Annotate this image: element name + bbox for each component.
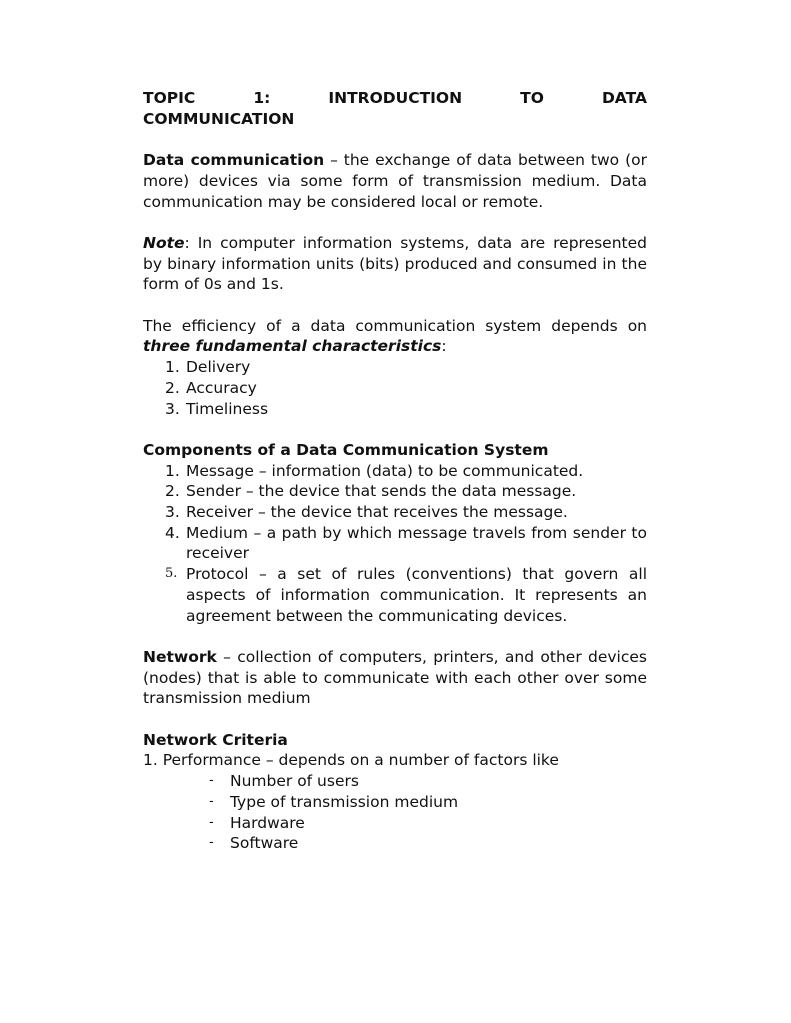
list-item: [143, 564, 647, 626]
list-item: [143, 399, 647, 420]
network-criteria-heading: Network Criteria: [143, 730, 288, 749]
document-page: [143, 88, 647, 854]
note-paragraph: [143, 233, 647, 295]
list-number: 4.: [165, 523, 180, 542]
components-heading: Components of a Data Communication System: [143, 440, 549, 459]
title-word: DATA: [601, 89, 647, 107]
page-title: [143, 88, 647, 129]
title-line-2: COMMUNICATION: [143, 109, 295, 128]
list-item: [143, 357, 647, 378]
list-number: 3.: [165, 399, 180, 418]
list-item-text: Software: [230, 834, 299, 853]
network-term: Network: [143, 647, 217, 666]
dash-bullet: -: [209, 814, 214, 830]
list-item-text: Type of transmission medium: [230, 792, 459, 811]
title-word: TOPIC: [143, 89, 196, 107]
efficiency-text: The efficiency of a data communication system depends on: [143, 316, 647, 335]
dash-bullet: -: [209, 793, 214, 809]
list-item-text: Medium – a path by which message travels from sender to receiver: [186, 523, 647, 563]
title-word: TO: [520, 89, 544, 107]
list-item-text: Timeliness: [186, 399, 269, 418]
note-text: : In computer information systems, data are represented by binary information units (bits) produced and consumed in the form of 0s and 1s.: [143, 233, 647, 294]
list-item-text: Protocol – a set of rules (conventions) that govern all aspects of information communication. It represents an agreement between the communicating devices.: [186, 565, 647, 625]
list-item-text: Accuracy: [186, 378, 257, 397]
list-number: 5.: [165, 566, 178, 582]
data-communication-text: – the exchange of data between two (or more) devices via some form of transmission medium. Data communication may be considered local or remote.: [143, 151, 647, 211]
list-item-text: Delivery: [186, 358, 251, 377]
note-term: Note: [143, 233, 185, 252]
network-text: – collection of computers, printers, and other devices (nodes) that is able to communicate with each other over some transmission medium: [143, 647, 647, 708]
list-number: 1.: [165, 358, 180, 377]
performance-factors-list: [143, 771, 647, 854]
title-word: 1:: [253, 89, 271, 107]
list-number: 3.: [165, 503, 180, 521]
efficiency-suffix: :: [441, 337, 447, 356]
list-number: 1.: [165, 461, 180, 480]
list-number: 2.: [165, 378, 180, 397]
list-item-text: Sender – the device that sends the data message.: [186, 482, 577, 501]
list-item-text: Hardware: [230, 813, 305, 832]
characteristics-list: [143, 357, 647, 419]
list-item: [143, 461, 647, 482]
list-item: [143, 502, 647, 523]
list-item: [143, 792, 647, 813]
title-word: INTRODUCTION: [328, 89, 463, 107]
data-communication-definition: [143, 150, 647, 212]
network-definition: [143, 647, 647, 709]
list-item-text: Number of users: [230, 772, 359, 791]
list-item: [143, 523, 647, 564]
dash-bullet: -: [209, 773, 214, 789]
list-item: [143, 378, 647, 399]
dash-bullet: -: [209, 835, 214, 851]
list-item: [143, 813, 647, 834]
title-line-1: [143, 88, 647, 109]
list-item-text: Receiver – the device that receives the message.: [186, 503, 568, 521]
list-item: [143, 481, 647, 502]
data-communication-term: Data communication: [143, 151, 325, 170]
performance-item: 1. Performance – depends on a number of factors like: [143, 751, 559, 770]
efficiency-emphasis: three fundamental characteristics: [143, 337, 442, 356]
list-item: [143, 771, 647, 792]
list-item: [143, 833, 647, 854]
list-number: 2.: [165, 482, 180, 501]
list-item-text: Message – information (data) to be communicated.: [186, 461, 584, 480]
efficiency-paragraph: [143, 316, 647, 357]
components-list: [143, 461, 647, 627]
